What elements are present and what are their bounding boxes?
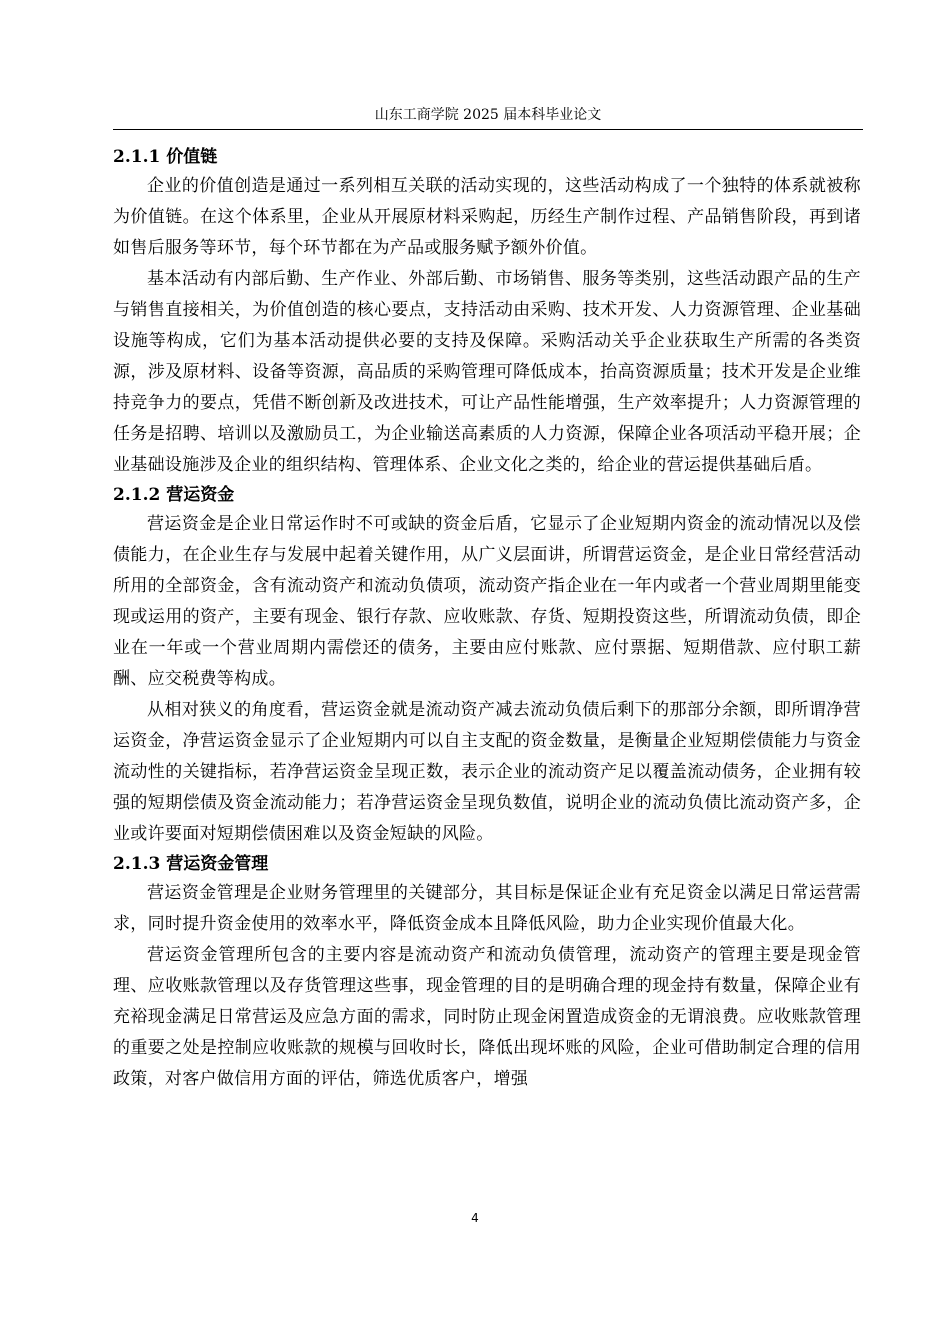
page-header	[113, 104, 863, 130]
section-heading: 2.1.3 营运资金管理	[113, 854, 269, 874]
section-working-capital	[113, 481, 861, 850]
paragraph: 营运资金管理是企业财务管理里的关键部分，其目标是保证企业有充足资金以满足日常运营需求，同时提升资金使用的效率水平，降低资金成本且降低风险，助力企业实现价值最大化。	[113, 883, 861, 934]
section-heading: 2.1.1 价值链	[113, 147, 218, 167]
page-number: 4	[471, 1211, 479, 1225]
paragraph: 企业的价值创造是通过一系列相互关联的活动实现的，这些活动构成了一个独特的体系就被称为价值链。在这个体系里，企业从开展原材料采购起，历经生产制作过程、产品销售阶段，再到诸如售后服务等环节，每个环节都在为产品或服务赋予额外价值。	[113, 176, 861, 258]
section-working-capital-management	[113, 850, 861, 1095]
section-value-chain	[113, 143, 861, 481]
paragraph: 从相对狭义的角度看，营运资金就是流动资产减去流动负债后剩下的那部分余额，即所谓净营运资金，净营运资金显示了企业短期内可以自主支配的资金数量，是衡量企业短期偿债能力与资金流动性的关键指标，若净营运资金呈现正数，表示企业的流动资产足以覆盖流动债务，企业拥有较强的短期偿债及资金流动能力；若净营运资金呈现负数值，说明企业的流动负债比流动资产多，企业或许要面对短期偿债困难以及资金短缺的风险。	[113, 700, 861, 844]
page-content	[113, 143, 861, 1095]
section-heading: 2.1.2 营运资金	[113, 485, 235, 505]
paragraph: 营运资金是企业日常运作时不可或缺的资金后盾，它显示了企业短期内资金的流动情况以及偿债能力，在企业生存与发展中起着关键作用，从广义层面讲，所谓营运资金，是企业日常经营活动所用的全部资金，含有流动资产和流动负债项，流动资产指企业在一年内或者一个营业周期里能变现或运用的资产，主要有现金、银行存款、应收账款、存货、短期投资这些，所谓流动负债，即企业在一年或一个营业周期内需偿还的债务，主要由应付账款、应付票据、短期借款、应付职工薪酬、应交税费等构成。	[113, 514, 861, 689]
paragraph: 基本活动有内部后勤、生产作业、外部后勤、市场销售、服务等类别，这些活动跟产品的生产与销售直接相关，为价值创造的核心要点，支持活动由采购、技术开发、人力资源管理、企业基础设施等构成，它们为基本活动提供必要的支持及保障。采购活动关乎企业获取生产所需的各类资源，涉及原材料、设备等资源，高品质的采购管理可降低成本，抬高资源质量；技术开发是企业维持竞争力的要点，凭借不断创新及改进技术，可让产品性能增强，生产效率提升；人力资源管理的任务是招聘、培训以及激励员工，为企业输送高素质的人力资源，保障企业各项活动平稳开展；企业基础设施涉及企业的组织结构、管理体系、企业文化之类的，给企业的营运提供基础后盾。	[113, 269, 861, 475]
header-title: 山东工商学院 2025 届本科毕业论文	[374, 107, 602, 123]
paragraph: 营运资金管理所包含的主要内容是流动资产和流动负债管理，流动资产的管理主要是现金管理、应收账款管理以及存货管理这些事，现金管理的目的是明确合理的现金持有数量，保障企业有充裕现金满足日常营运及应急方面的需求，同时防止现金闲置造成资金的无谓浪费。应收账款管理的重要之处是控制应收账款的规模与回收时长，降低出现坏账的风险，企业可借助制定合理的信用政策，对客户做信用方面的评估，筛选优质客户，增强	[113, 945, 861, 1089]
